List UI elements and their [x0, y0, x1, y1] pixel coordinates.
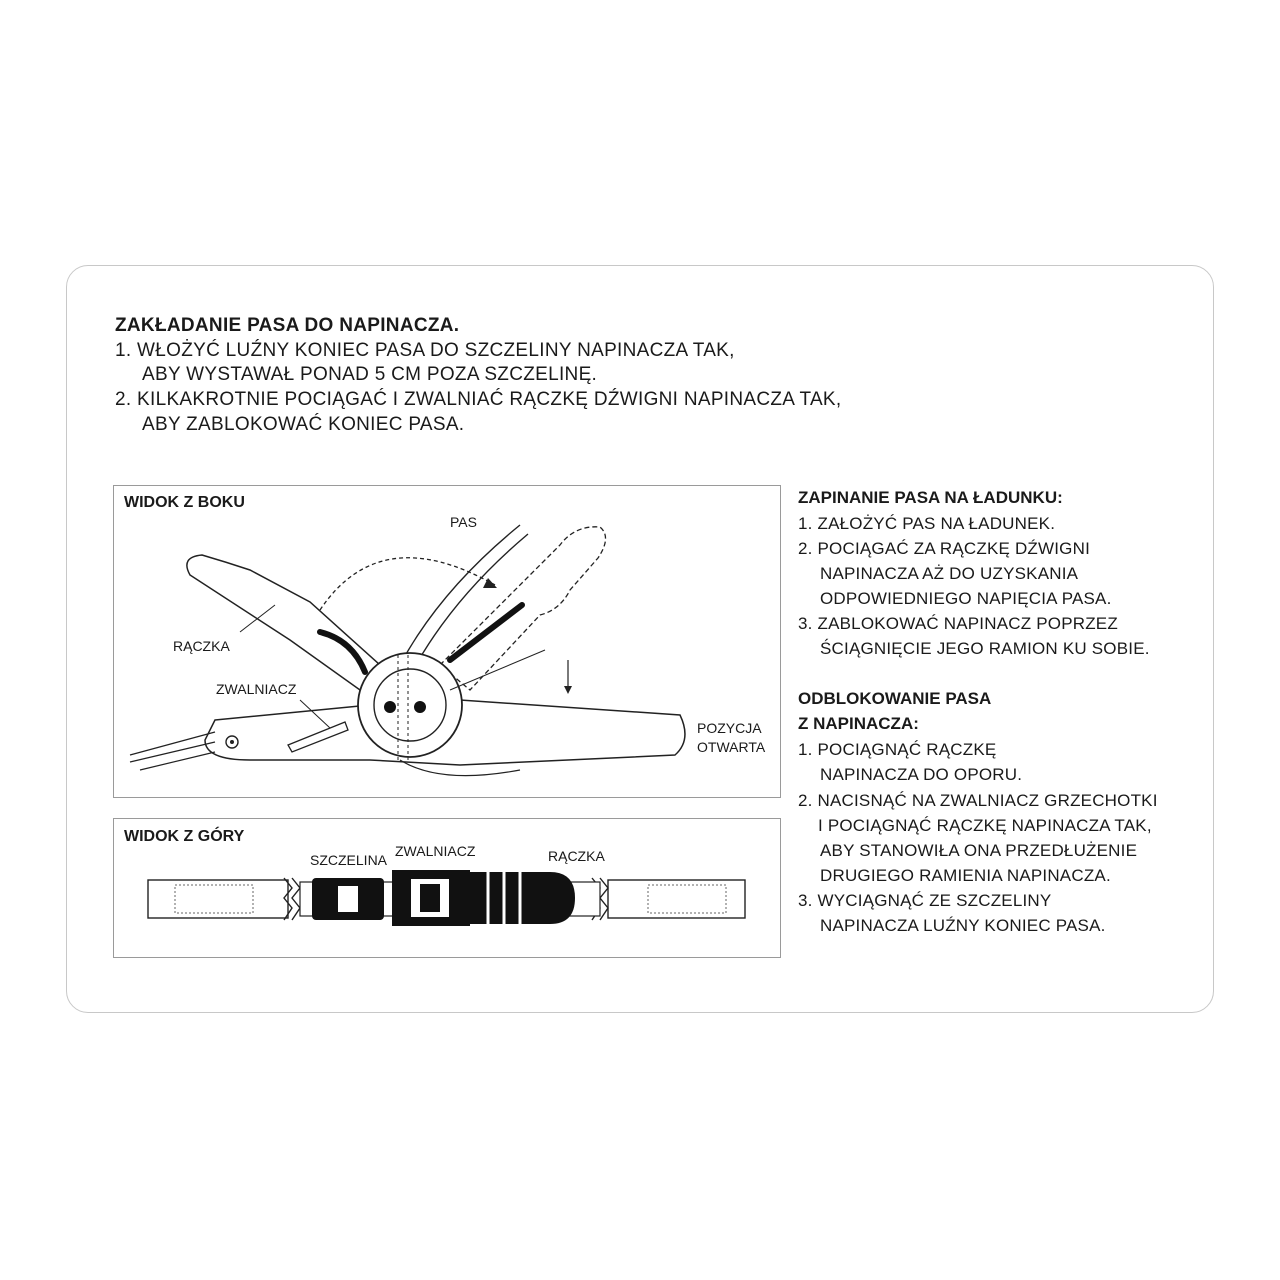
label-slot: SZCZELINA	[310, 852, 388, 868]
label-top-handle: RĄCZKA	[548, 848, 605, 864]
strap-right-break	[600, 878, 608, 920]
unlock-step-1-cont: NAPINACZA DO OPORU.	[820, 765, 1023, 784]
unlock-step-3-cont: NAPINACZA LUŹNY KONIEC PASA.	[820, 916, 1106, 935]
label-open-position-2: OTWARTA	[697, 739, 766, 755]
unlock-step-2-cont-2: ABY STANOWIŁA ONA PRZEDŁUŻENIE	[820, 841, 1138, 860]
strap-right	[608, 880, 745, 918]
strap-left	[148, 880, 288, 918]
label-top-release: ZWALNIACZ	[395, 843, 476, 859]
loading-title: ZAKŁADANIE PASA DO NAPINACZA.	[115, 315, 460, 336]
unlock-step-3: 3. WYCIĄGNĄĆ ZE SZCZELINY	[798, 891, 1052, 910]
ratchet-handle	[470, 872, 550, 924]
ratchet-slot-gap	[338, 886, 358, 912]
label-handle: RĄCZKA	[173, 638, 230, 654]
fastening-step-2-cont-1: NAPINACZA AŻ DO UZYSKANIA	[820, 564, 1079, 583]
label-release: ZWALNIACZ	[216, 681, 297, 697]
label-pas: PAS	[450, 514, 477, 530]
unlock-title-1: ODBLOKOWANIE PASA	[798, 689, 992, 708]
top-view-title: WIDOK Z GÓRY	[124, 828, 245, 845]
unlock-step-1: 1. POCIĄGNĄĆ RĄCZKĘ	[798, 740, 997, 759]
loading-step-1-cont: ABY WYSTAWAŁ PONAD 5 CM POZA SZCZELINĘ.	[142, 364, 598, 385]
loading-step-2: 2. KILKAKROTNIE POCIĄGAĆ I ZWALNIAĆ RĄCZKĘ DŹWIGNI NAPINACZA TAK,	[115, 389, 842, 410]
strap-left-break-2	[292, 878, 300, 920]
fastening-step-3: 3. ZABLOKOWAĆ NAPINACZ POPRZEZ	[798, 614, 1118, 633]
fastening-title: ZAPINANIE PASA NA ŁADUNKU:	[798, 488, 1063, 507]
loading-step-1: 1. WŁOŻYĆ LUŹNY KONIEC PASA DO SZCZELINY NAPINACZA TAK,	[115, 340, 735, 361]
unlock-step-2-cont-1: I POCIĄGNĄĆ RĄCZKĘ NAPINACZA TAK,	[818, 816, 1152, 835]
ratchet-release-bar	[420, 884, 440, 912]
unlock-title-2: Z NAPINACZA:	[798, 714, 919, 733]
fastening-step-3-cont: ŚCIĄGNIĘCIE JEGO RAMION KU SOBIE.	[820, 639, 1150, 658]
fastening-step-1: 1. ZAŁOŻYĆ PAS NA ŁADUNEK.	[798, 514, 1056, 533]
unlock-step-2-cont-3: DRUGIEGO RAMIENIA NAPINACZA.	[820, 866, 1111, 885]
fastening-step-2-cont-2: ODPOWIEDNIEGO NAPIĘCIA PASA.	[820, 589, 1112, 608]
fastening-step-2: 2. POCIĄGAĆ ZA RĄCZKĘ DŹWIGNI	[798, 539, 1091, 558]
side-view-title: WIDOK Z BOKU	[124, 494, 245, 511]
label-open-position-1: POZYCJA	[697, 720, 762, 736]
loading-step-2-cont: ABY ZABLOKOWAĆ KONIEC PASA.	[142, 414, 465, 435]
unlock-step-2: 2. NACISNĄĆ NA ZWALNIACZ GRZECHOTKI	[798, 791, 1158, 810]
